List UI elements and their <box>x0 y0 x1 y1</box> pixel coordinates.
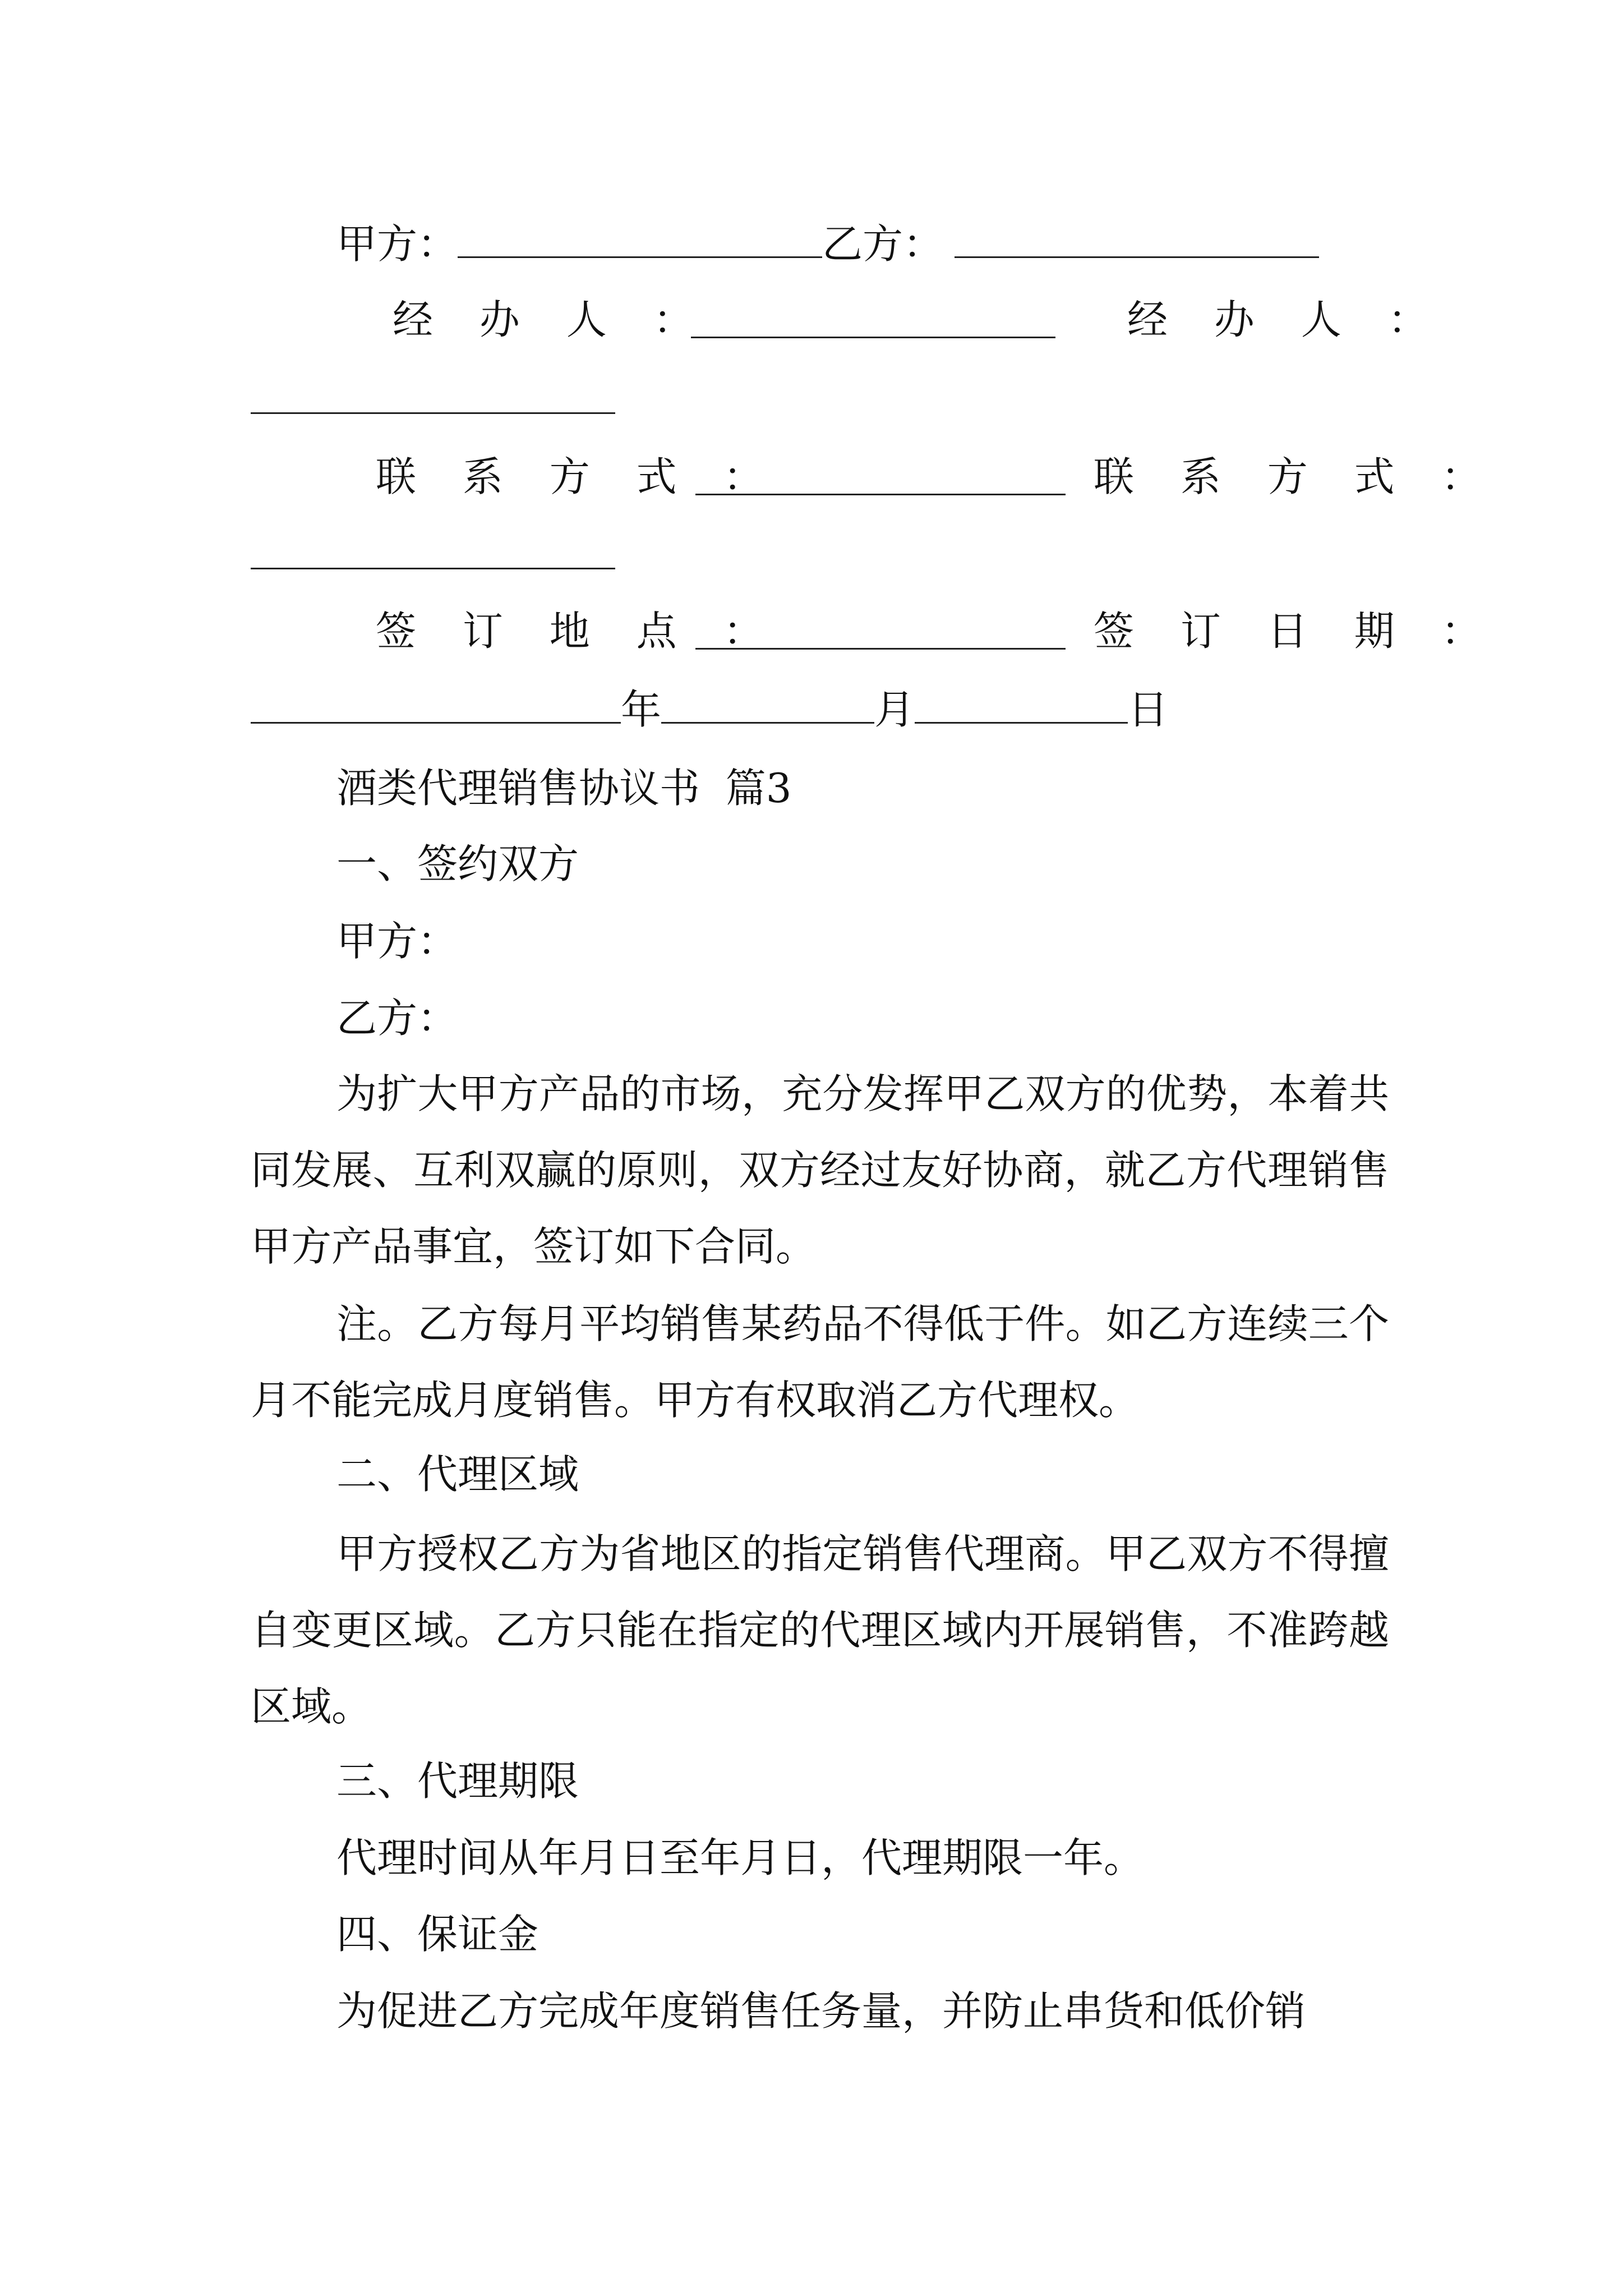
note-paragraph: 注。乙方每月平均销售某药品不得低于件。如乙方连续三个月不能完成月度销售。甲方有权取消乙方代理权。 <box>251 1300 1389 1424</box>
section3-heading: 三、代理期限 <box>336 1757 579 1805</box>
year-blank[interactable] <box>251 686 621 724</box>
party-a-blank[interactable] <box>458 220 822 258</box>
handler-blank-a[interactable] <box>691 337 1055 338</box>
party-a-label: 甲方： <box>336 220 458 268</box>
place-blank[interactable] <box>695 648 1066 650</box>
section2-heading: 二、代理区域 <box>336 1451 579 1498</box>
contact-blank-a[interactable] <box>695 494 1066 495</box>
contact-label-b: 联 系 方 式 ： <box>1094 453 1498 500</box>
handler-blank-b[interactable] <box>251 412 615 414</box>
party-b-label: 乙方： <box>822 220 944 268</box>
section1-heading: 一、签约双方 <box>336 840 579 887</box>
year-label: 年 <box>621 686 662 733</box>
date-label: 签 订 日 期 ： <box>1094 608 1498 655</box>
section3-paragraph: 代理时间从年月日至年月日，代理期限一年。 <box>336 1834 1145 1881</box>
month-label: 月 <box>874 686 915 733</box>
day-blank[interactable] <box>915 686 1128 724</box>
day-label: 日 <box>1128 686 1169 733</box>
handler-label-a: 经 办 人 ： <box>393 296 711 343</box>
date-fill-line <box>251 682 1168 738</box>
section4-paragraph: 为促进乙方完成年度销售任务量，并防止串货和低价销 <box>336 1987 1306 2035</box>
contact-label-a: 联 系 方 式 ： <box>376 453 781 500</box>
party-a-sign-line <box>336 216 1319 272</box>
place-label: 签 订 地 点 ： <box>376 608 781 655</box>
party-b-line: 乙方： <box>336 995 458 1042</box>
contact-blank-b[interactable] <box>251 568 615 569</box>
document-title: 酒类代理销售协议书 篇3 <box>336 765 792 812</box>
month-blank[interactable] <box>661 686 874 724</box>
handler-label-b: 经 办 人 ： <box>1127 296 1445 343</box>
section4-heading: 四、保证金 <box>336 1911 539 1958</box>
party-b-blank[interactable] <box>955 220 1319 258</box>
party-a-line: 甲方： <box>336 918 458 965</box>
intro-paragraph: 为扩大甲方产品的市场，充分发挥甲乙双方的优势，本着共同发展、互利双赢的原则，双方经过友好协商，就乙方代理销售甲方产品事宜，签订如下合同。 <box>251 1070 1389 1270</box>
section2-paragraph: 甲方授权乙方为省地区的指定销售代理商。甲乙双方不得擅自变更区域。乙方只能在指定的代理区域内开展销售，不准跨越区域。 <box>251 1530 1389 1730</box>
